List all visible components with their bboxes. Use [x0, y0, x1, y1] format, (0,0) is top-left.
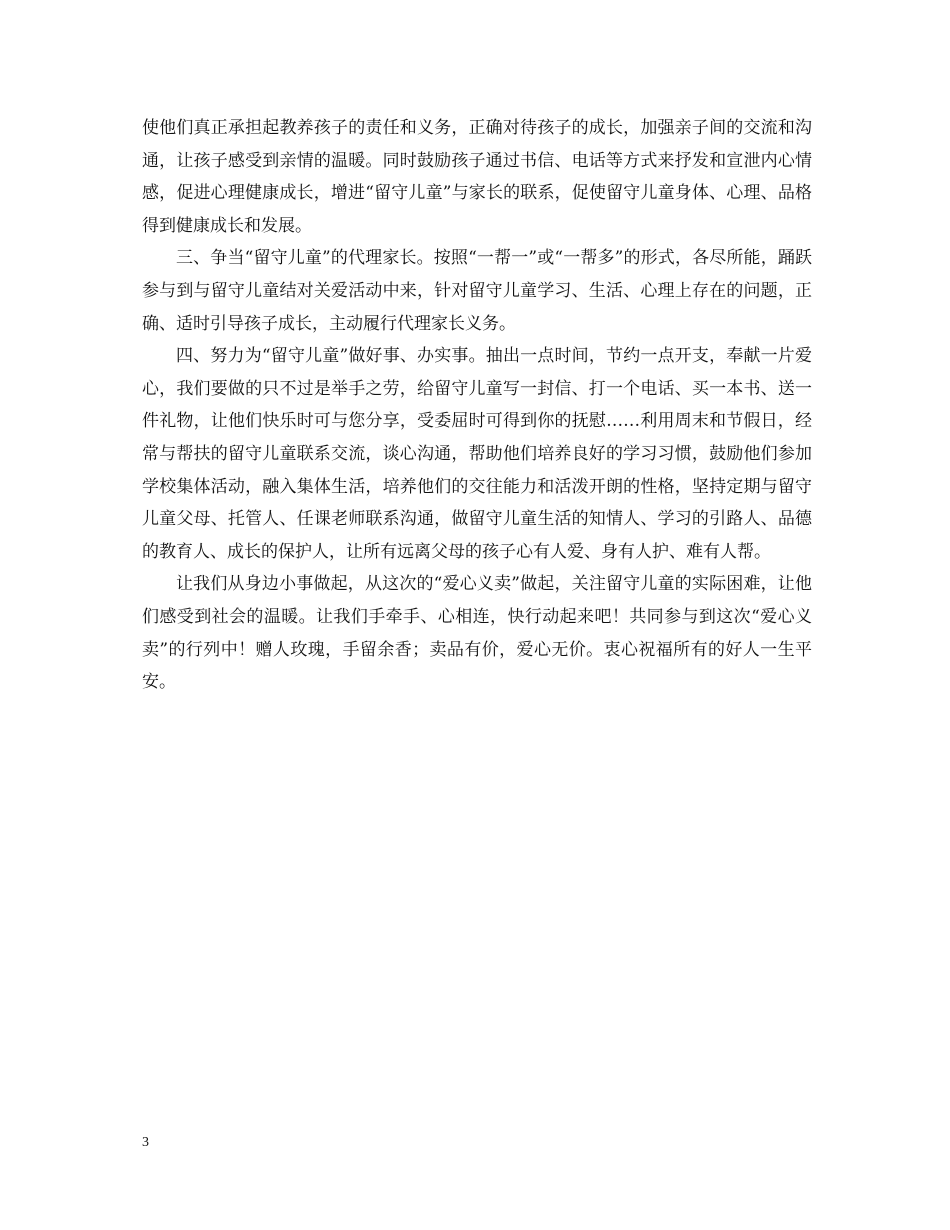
document-page	[142, 112, 812, 699]
page-number: 3	[142, 1135, 149, 1150]
paragraph-continuation: 使他们真正承担起教养孩子的责任和义务，正确对待孩子的成长，加强亲子间的交流和沟通，让孩子感受到亲情的温暖。同时鼓励孩子通过书信、电话等方式来抒发和宣泄内心情感，促进心理健康成长，增进“留守儿童”与家长的联系，促使留守儿童身体、心理、品格得到健康成长和发展。	[142, 118, 812, 236]
paragraph-item-three: 三、争当“留守儿童”的代理家长。按照“一帮一”或“一帮多”的形式，各尽所能，踊跃参与到与留守儿童结对关爱活动中来，针对留守儿童学习、生活、心理上存在的问题，正确、适时引导孩子成长，主动履行代理家长义务。	[142, 248, 812, 334]
paragraph-item-four: 四、努力为“留守儿童”做好事、办实事。抽出一点时间，节约一点开支，奉献一片爱心，我们要做的只不过是举手之劳，给留守儿童写一封信、打一个电话、买一本书、送一件礼物，让他们快乐时可与您分享，受委屈时可得到你的抚慰……利用周末和节假日，经常与帮扶的留守儿童联系交流，谈心沟通，帮助他们培养良好的学习习惯，鼓励他们参加学校集体活动，融入集体生活，培养他们的交往能力和活泼开朗的性格，坚持定期与留守儿童父母、托管人、任课老师联系沟通，做留守儿童生活的知情人、学习的引路人、品德的教育人、成长的保护人，让所有远离父母的孩子心有人爱、身有人护、难有人帮。	[142, 346, 812, 562]
paragraph-closing: 让我们从身边小事做起，从这次的“爱心义卖”做起，关注留守儿童的实际困难，让他们感受到社会的温暖。让我们手牵手、心相连，快行动起来吧！共同参与到这次“爱心义卖”的行列中！赠人玫瑰，手留余香；卖品有价，爱心无价。衷心祝福所有的好人一生平安。	[142, 574, 812, 693]
